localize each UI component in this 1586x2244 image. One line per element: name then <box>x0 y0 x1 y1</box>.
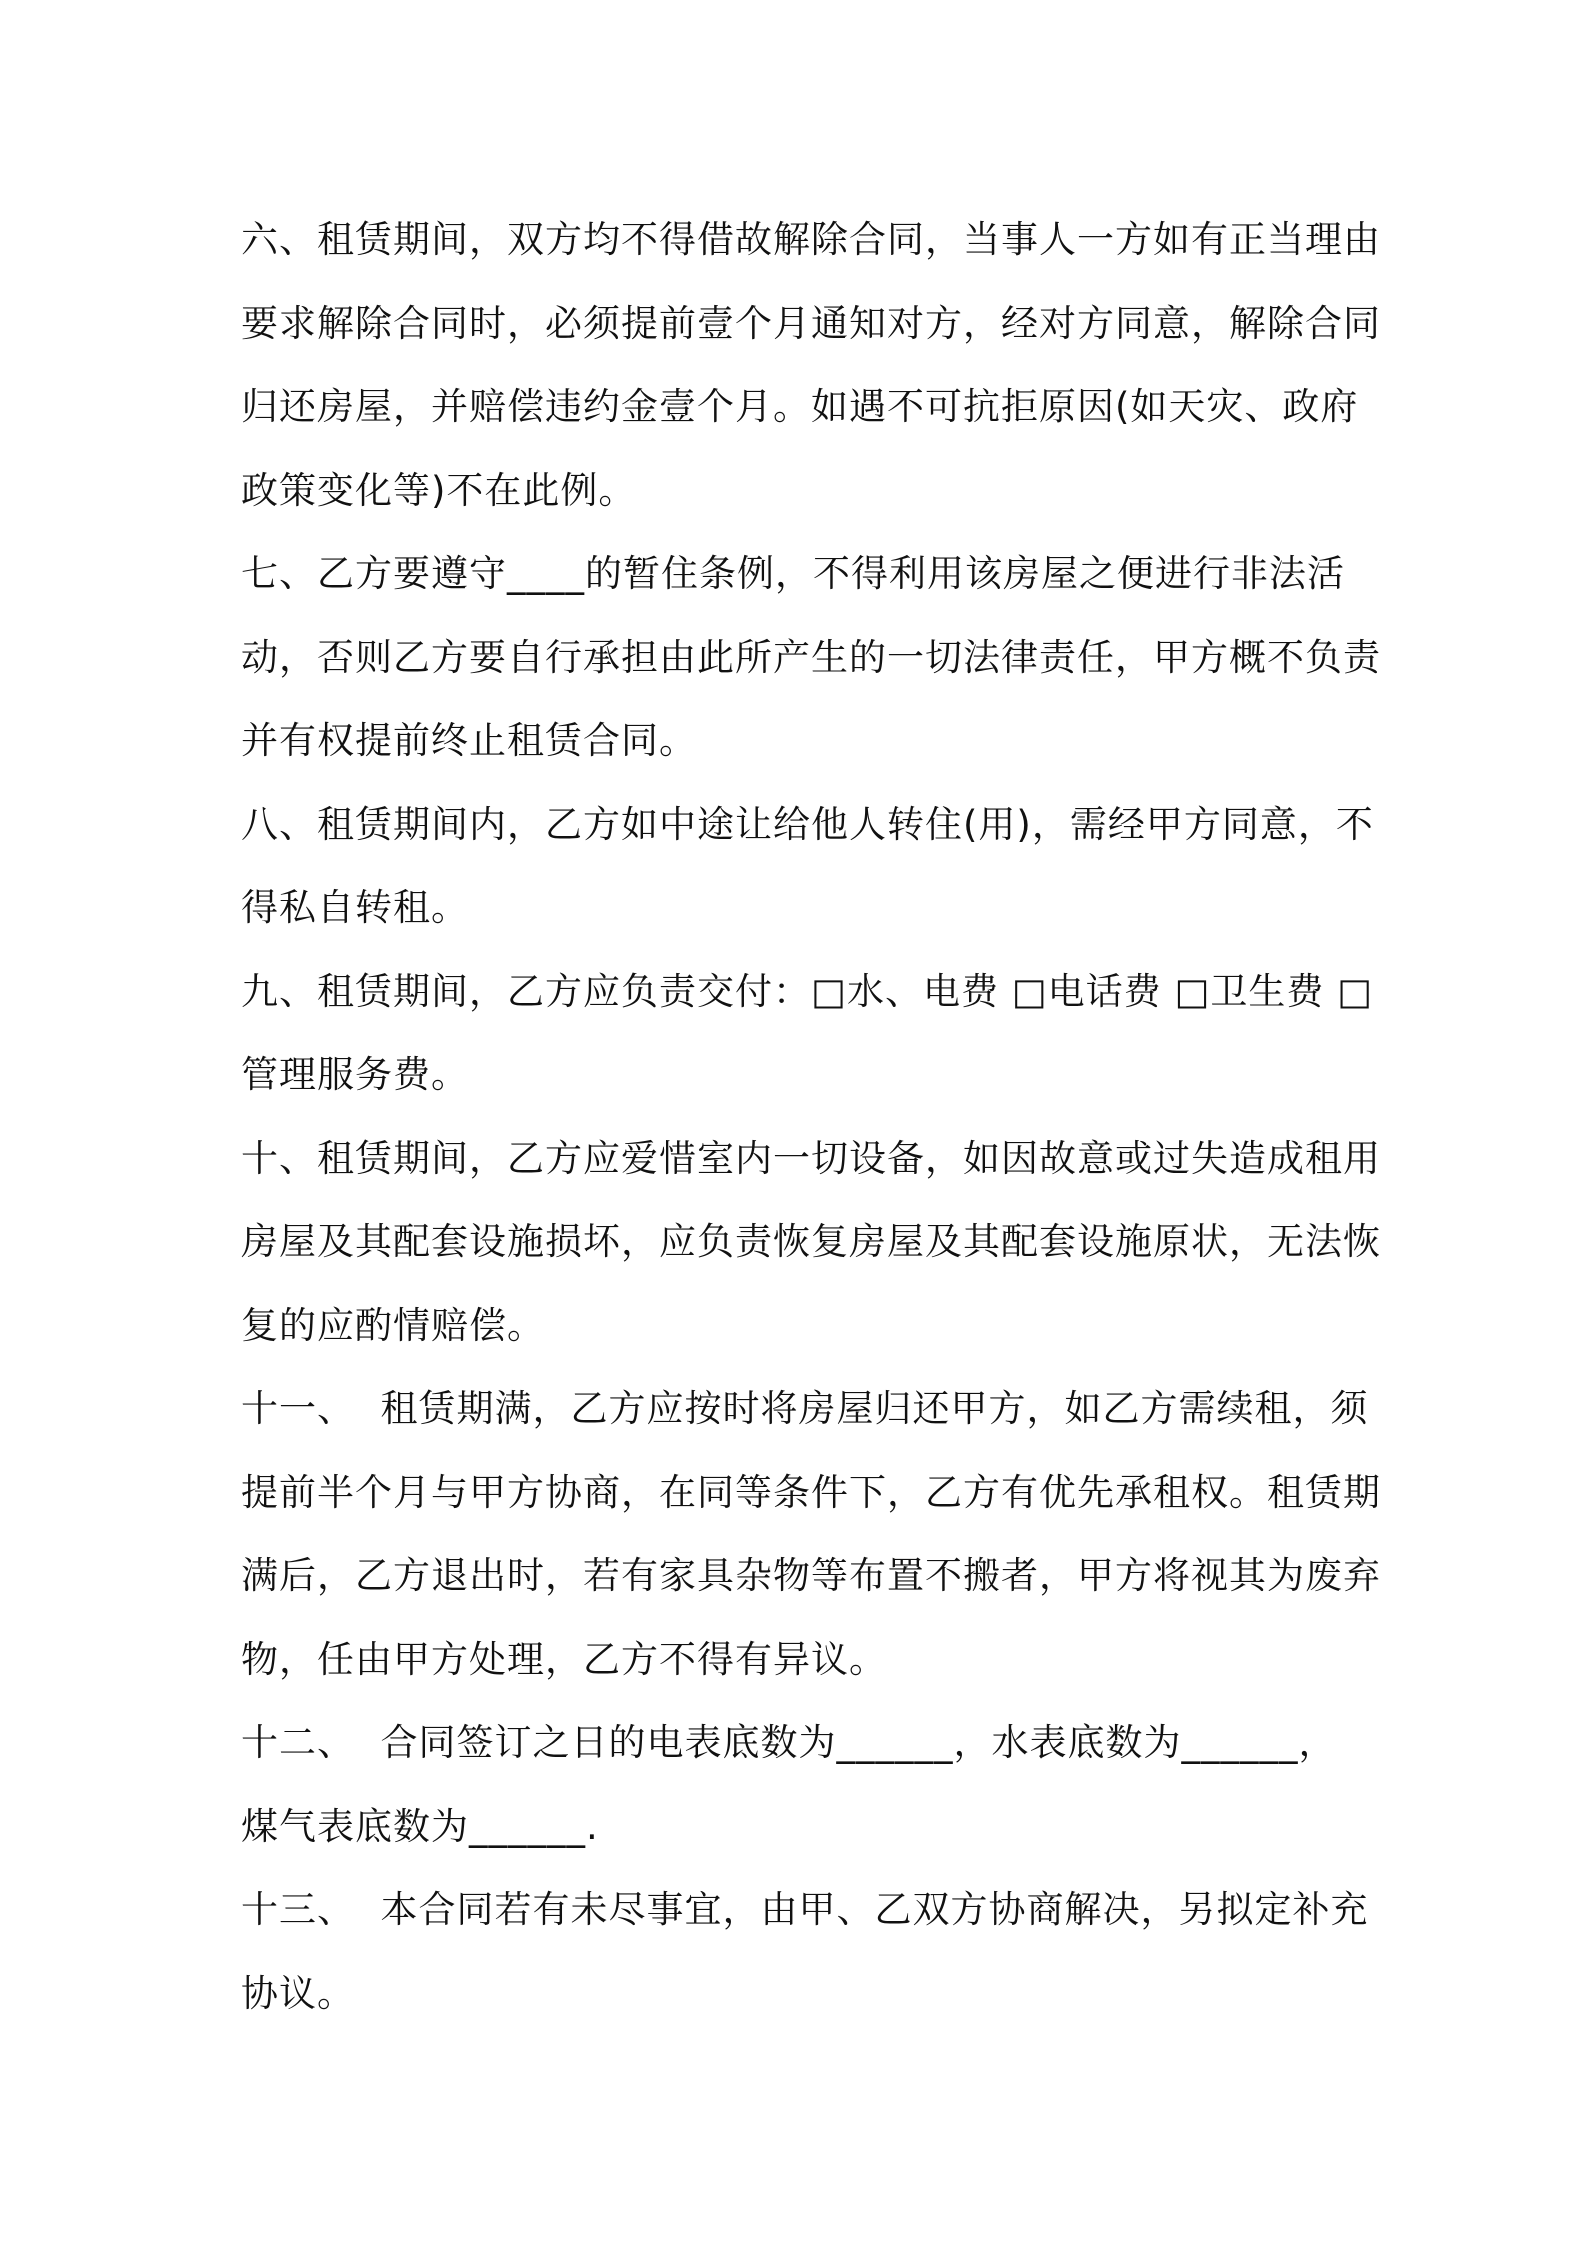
clause-8-line-2: 得私自转租。 <box>241 886 469 929</box>
clause-9-line-1: 九、租赁期间，乙方应负责交付：□水、电费 □电话费 □卫生费 □ <box>241 969 1374 1013</box>
clause-9-line-2: 管理服务费。 <box>241 1053 469 1096</box>
clause-8-line-1: 八、租赁期间内，乙方如中途让给他人转住(用)，需经甲方同意，不 <box>241 802 1374 846</box>
clause-7-line-2: 动，否则乙方要自行承担由此所产生的一切法律责任，甲方概不负责 <box>241 635 1381 679</box>
clause-6-line-3: 归还房屋，并赔偿违约金壹个月。如遇不可抗拒原因(如天灾、政府 <box>241 385 1359 428</box>
clause-6-line-4: 政策变化等)不在此例。 <box>241 468 637 512</box>
clause-7-line-1: 七、乙方要遵守____的暂住条例，不得利用该房屋之便进行非法活 <box>241 552 1345 595</box>
clause-7-line-3: 并有权提前终止租赁合同。 <box>241 719 697 762</box>
clause-11-line-1: 十一、 租赁期满，乙方应按时将房屋归还甲方，如乙方需续租，须 <box>241 1387 1369 1430</box>
clause-6-line-2: 要求解除合同时，必须提前壹个月通知对方，经对方同意，解除合同 <box>241 301 1381 345</box>
clause-13-line-1: 十三、 本合同若有未尽事宜，由甲、乙双方协商解决，另拟定补充 <box>241 1888 1369 1931</box>
clause-11-line-2: 提前半个月与甲方协商，在同等条件下，乙方有优先承租权。租赁期 <box>241 1470 1381 1514</box>
clause-12-line-1: 十二、 合同签订之日的电表底数为______，水表底数为______， <box>241 1721 1337 1764</box>
clause-6-line-1: 六、租赁期间，双方均不得借故解除合同，当事人一方如有正当理由 <box>241 218 1381 261</box>
clause-13-line-2: 协议。 <box>241 1971 355 2015</box>
clause-11-line-4: 物，任由甲方处理，乙方不得有异议。 <box>241 1637 887 1681</box>
clause-10-line-1: 十、租赁期间，乙方应爱惜室内一切设备，如因故意或过失造成租用 <box>241 1136 1381 1180</box>
clause-10-line-3: 复的应酌情赔偿。 <box>241 1303 545 1347</box>
clause-12-line-2: 煤气表底数为______. <box>241 1804 599 1848</box>
clause-11-line-3: 满后，乙方退出时，若有家具杂物等布置不搬者，甲方将视其为废弃 <box>241 1554 1381 1597</box>
contract-body <box>241 198 1381 2035</box>
clause-10-line-2: 房屋及其配套设施损坏，应负责恢复房屋及其配套设施原状，无法恢 <box>241 1220 1381 1263</box>
